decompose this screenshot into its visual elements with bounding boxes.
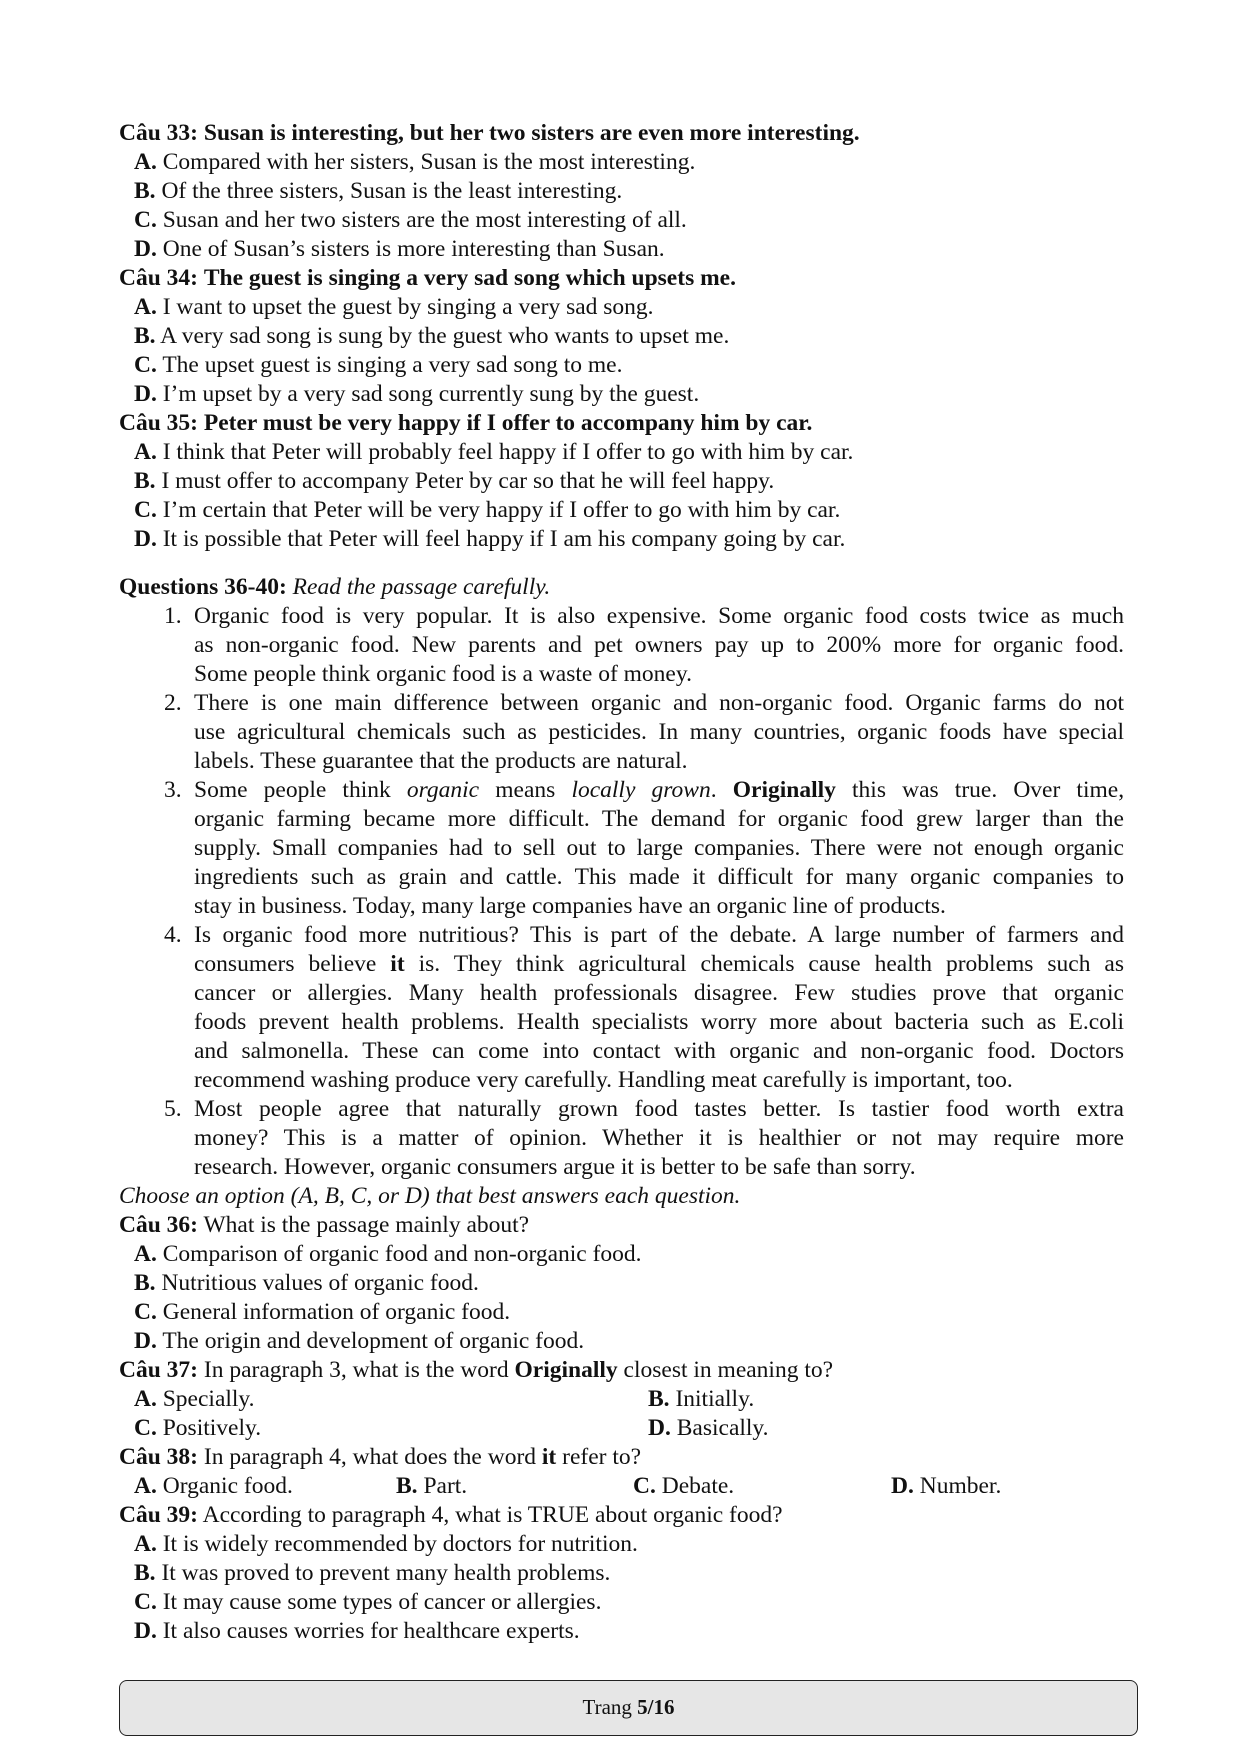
bold-keyword: Originally (514, 1357, 618, 1383)
option-letter: B. (134, 323, 156, 349)
option-letter: D. (134, 526, 157, 552)
option-c (134, 1414, 261, 1443)
option-letter: D. (134, 236, 157, 262)
text-run: is. They think agricultural chemicals cause health problems such as (418, 951, 1125, 977)
passage-header (119, 573, 550, 602)
question-33-stem (119, 119, 860, 148)
question-label: Câu 39: (119, 1502, 198, 1528)
paragraph-number: 4. (164, 922, 182, 948)
paragraph-line: Most people agree that naturally grown food tastes better. Is tastier food worth extra (194, 1096, 1124, 1122)
option-text: Debate. (661, 1473, 735, 1499)
paragraph-line (194, 950, 1124, 979)
paragraph-number: 2. (164, 690, 182, 716)
option-a (134, 293, 654, 322)
option-letter: C. (134, 1415, 157, 1441)
option-c (134, 1588, 601, 1617)
option-b (134, 467, 774, 496)
option-text: I think that Peter will probably feel happy if I offer to go with him by car. (162, 439, 854, 465)
option-text: I’m upset by a very sad song currently sung by the guest. (162, 381, 700, 407)
option-letter: A. (134, 149, 157, 175)
option-letter: B. (648, 1386, 670, 1412)
option-text: It also causes worries for healthcare experts. (162, 1618, 580, 1644)
option-text: It is possible that Peter will feel happy if I am his company going by car. (162, 526, 846, 552)
page-prefix: Trang (582, 1695, 632, 1719)
paragraph-line: foods prevent health problems. Health specialists worry more about bacteria such as E.coli (194, 1009, 1124, 1035)
question-label: Câu 37: (119, 1357, 198, 1383)
bold-keyword: it (390, 951, 405, 977)
option-text: Basically. (676, 1415, 769, 1441)
option-letter: A. (134, 1386, 157, 1412)
question-text: According to paragraph 4, what is TRUE about organic food? (202, 1502, 783, 1528)
paragraph-number: 5. (164, 1096, 182, 1122)
bold-keyword: Originally (732, 777, 836, 803)
option-letter: B. (134, 178, 156, 204)
paragraph-line: use agricultural chemicals such as pesticides. In many countries, organic foods have special (194, 719, 1124, 745)
option-text: I want to upset the guest by singing a very sad song. (162, 294, 654, 320)
question-label: Câu 35: (119, 410, 198, 436)
passage-paragraph-2 (164, 689, 1124, 776)
question-36-stem (119, 1211, 529, 1240)
option-text: Susan and her two sisters are the most interesting of all. (162, 207, 687, 233)
paragraph-line (194, 776, 1124, 805)
page-number: 5/16 (637, 1695, 675, 1719)
paragraph-line: and salmonella. These can come into contact with organic and non-organic food. Doctors (194, 1038, 1124, 1064)
option-text: Comparison of organic food and non-organic food. (162, 1241, 642, 1267)
option-a (134, 148, 695, 177)
paragraph-line: cancer or allergies. Many health professionals disagree. Few studies prove that organic (194, 980, 1124, 1006)
option-d (134, 1327, 584, 1356)
option-letter: A. (134, 1473, 157, 1499)
option-d (134, 380, 699, 409)
option-text: Nutritious values of organic food. (161, 1270, 479, 1296)
option-c (134, 1298, 510, 1327)
option-d (891, 1472, 1001, 1501)
question-text: In paragraph 3, what is the word (203, 1357, 509, 1383)
paragraph-line: Is organic food more nutritious? This is part of the debate. A large number of farmers and (194, 922, 1124, 948)
paragraph-line: supply. Small companies had to sell out to large companies. There were not enough organic (194, 835, 1124, 861)
option-b (134, 322, 729, 351)
option-letter: A. (134, 1241, 157, 1267)
option-text: It may cause some types of cancer or allergies. (162, 1589, 602, 1615)
page-footer (119, 1680, 1138, 1736)
option-letter: C. (134, 207, 157, 233)
question-label: Câu 36: (119, 1212, 198, 1238)
option-d (134, 1617, 580, 1646)
paragraph-line: Organic food is very popular. It is also expensive. Some organic food costs twice as much (194, 603, 1124, 629)
option-letter: C. (134, 497, 157, 523)
option-a (134, 1472, 293, 1501)
option-b (134, 1269, 479, 1298)
option-letter: A. (134, 439, 157, 465)
paragraph-line: organic farming became more difficult. The demand for organic food grew larger than the (194, 806, 1124, 832)
option-c (633, 1472, 734, 1501)
question-label: Câu 34: (119, 265, 198, 291)
passage-instruction: Read the passage carefully. (292, 574, 551, 600)
paragraph-line: recommend washing produce very carefully. Handling meat carefully is important, too. (194, 1067, 1013, 1093)
bold-keyword: it (541, 1444, 557, 1470)
question-text: What is the passage mainly about? (203, 1212, 530, 1238)
option-a (134, 438, 853, 467)
text-run: consumers believe (194, 951, 377, 977)
option-d (134, 525, 845, 554)
option-letter: C. (633, 1473, 656, 1499)
question-37-stem (119, 1356, 833, 1385)
option-b (648, 1385, 754, 1414)
paragraph-line: as non-organic food. New parents and pet owners pay up to 200% more for organic food. (194, 632, 1124, 658)
passage-paragraph-5 (164, 1095, 1124, 1182)
question-text: In paragraph 4, what does the word (203, 1444, 537, 1470)
option-d (134, 235, 665, 264)
option-text: General information of organic food. (162, 1299, 511, 1325)
option-text: It was proved to prevent many health problems. (161, 1560, 611, 1586)
option-text: It is widely recommended by doctors for nutrition. (162, 1531, 638, 1557)
option-letter: B. (396, 1473, 418, 1499)
paragraph-line: stay in business. Today, many large companies have an organic line of products. (194, 893, 946, 919)
choose-instruction: Choose an option (A, B, C, or D) that best answers each question. (119, 1183, 741, 1209)
option-text: Initially. (675, 1386, 755, 1412)
paragraph-number: 1. (164, 603, 182, 629)
question-35-stem (119, 409, 812, 438)
option-letter: D. (134, 1328, 157, 1354)
option-letter: C. (134, 352, 157, 378)
option-b (134, 1559, 610, 1588)
paragraph-line: research. However, organic consumers argue it is better to be safe than sorry. (194, 1154, 916, 1180)
option-text: One of Susan’s sisters is more interesting than Susan. (162, 236, 665, 262)
text-run: this was true. Over time, (852, 777, 1125, 803)
option-text: Positively. (162, 1415, 262, 1441)
text-run: means (495, 777, 556, 803)
option-a (134, 1240, 642, 1269)
option-c (134, 206, 687, 235)
question-39-stem (119, 1501, 783, 1530)
option-letter: D. (134, 381, 157, 407)
question-text: Peter must be very happy if I offer to accompany him by car. (203, 410, 813, 436)
question-label: Câu 33: (119, 120, 198, 146)
option-letter: D. (648, 1415, 671, 1441)
option-letter: B. (134, 1270, 156, 1296)
question-text: closest in meaning to? (623, 1357, 834, 1383)
option-c (134, 496, 840, 525)
option-d (648, 1414, 769, 1443)
question-text: The guest is singing a very sad song which upsets me. (203, 265, 736, 291)
option-a (134, 1530, 638, 1559)
option-text: I’m certain that Peter will be very happy if I offer to go with him by car. (162, 497, 841, 523)
option-c (134, 351, 622, 380)
passage-label: Questions 36-40: (119, 574, 287, 600)
option-letter: D. (134, 1618, 157, 1644)
option-text: Specially. (162, 1386, 255, 1412)
option-letter: A. (134, 294, 157, 320)
question-label: Câu 38: (119, 1444, 198, 1470)
italic-term: locally grown (571, 777, 711, 803)
text-run: Some people think (194, 777, 391, 803)
option-letter: D. (891, 1473, 914, 1499)
option-letter: B. (134, 1560, 156, 1586)
paragraph-line: There is one main difference between organic and non-organic food. Organic farms do not (194, 690, 1124, 716)
question-text: Susan is interesting, but her two sisters are even more interesting. (203, 120, 860, 146)
option-letter: C. (134, 1299, 157, 1325)
option-a (134, 1385, 255, 1414)
italic-term: organic (406, 777, 480, 803)
option-letter: A. (134, 1531, 157, 1557)
option-text: A very sad song is sung by the guest who wants to upset me. (160, 323, 730, 349)
option-text: Compared with her sisters, Susan is the most interesting. (162, 149, 696, 175)
passage-paragraph-3 (164, 776, 1124, 921)
option-text: Organic food. (162, 1473, 293, 1499)
option-text: I must offer to accompany Peter by car so that he will feel happy. (161, 468, 775, 494)
passage-paragraph-1 (164, 602, 1124, 689)
question-38-stem (119, 1443, 641, 1472)
option-b (396, 1472, 467, 1501)
option-text: Number. (919, 1473, 1002, 1499)
option-letter: B. (134, 468, 156, 494)
paragraph-line: ingredients such as grain and cattle. This made it difficult for many organic companies to (194, 864, 1124, 890)
paragraph-number: 3. (164, 777, 182, 803)
question-34-stem (119, 264, 736, 293)
paragraph-line: Some people think organic food is a waste of money. (194, 661, 692, 687)
passage-paragraph-4 (164, 921, 1124, 1095)
option-letter: C. (134, 1589, 157, 1615)
option-b (134, 177, 622, 206)
paragraph-line: money? This is a matter of opinion. Whether it is healthier or not may require more (194, 1125, 1124, 1151)
paragraph-line: labels. These guarantee that the products are natural. (194, 748, 688, 774)
option-text: The upset guest is singing a very sad song to me. (162, 352, 623, 378)
option-text: The origin and development of organic food. (162, 1328, 585, 1354)
question-text: refer to? (562, 1444, 642, 1470)
option-text: Of the three sisters, Susan is the least interesting. (161, 178, 623, 204)
text-run: . (710, 777, 717, 803)
option-text: Part. (423, 1473, 468, 1499)
